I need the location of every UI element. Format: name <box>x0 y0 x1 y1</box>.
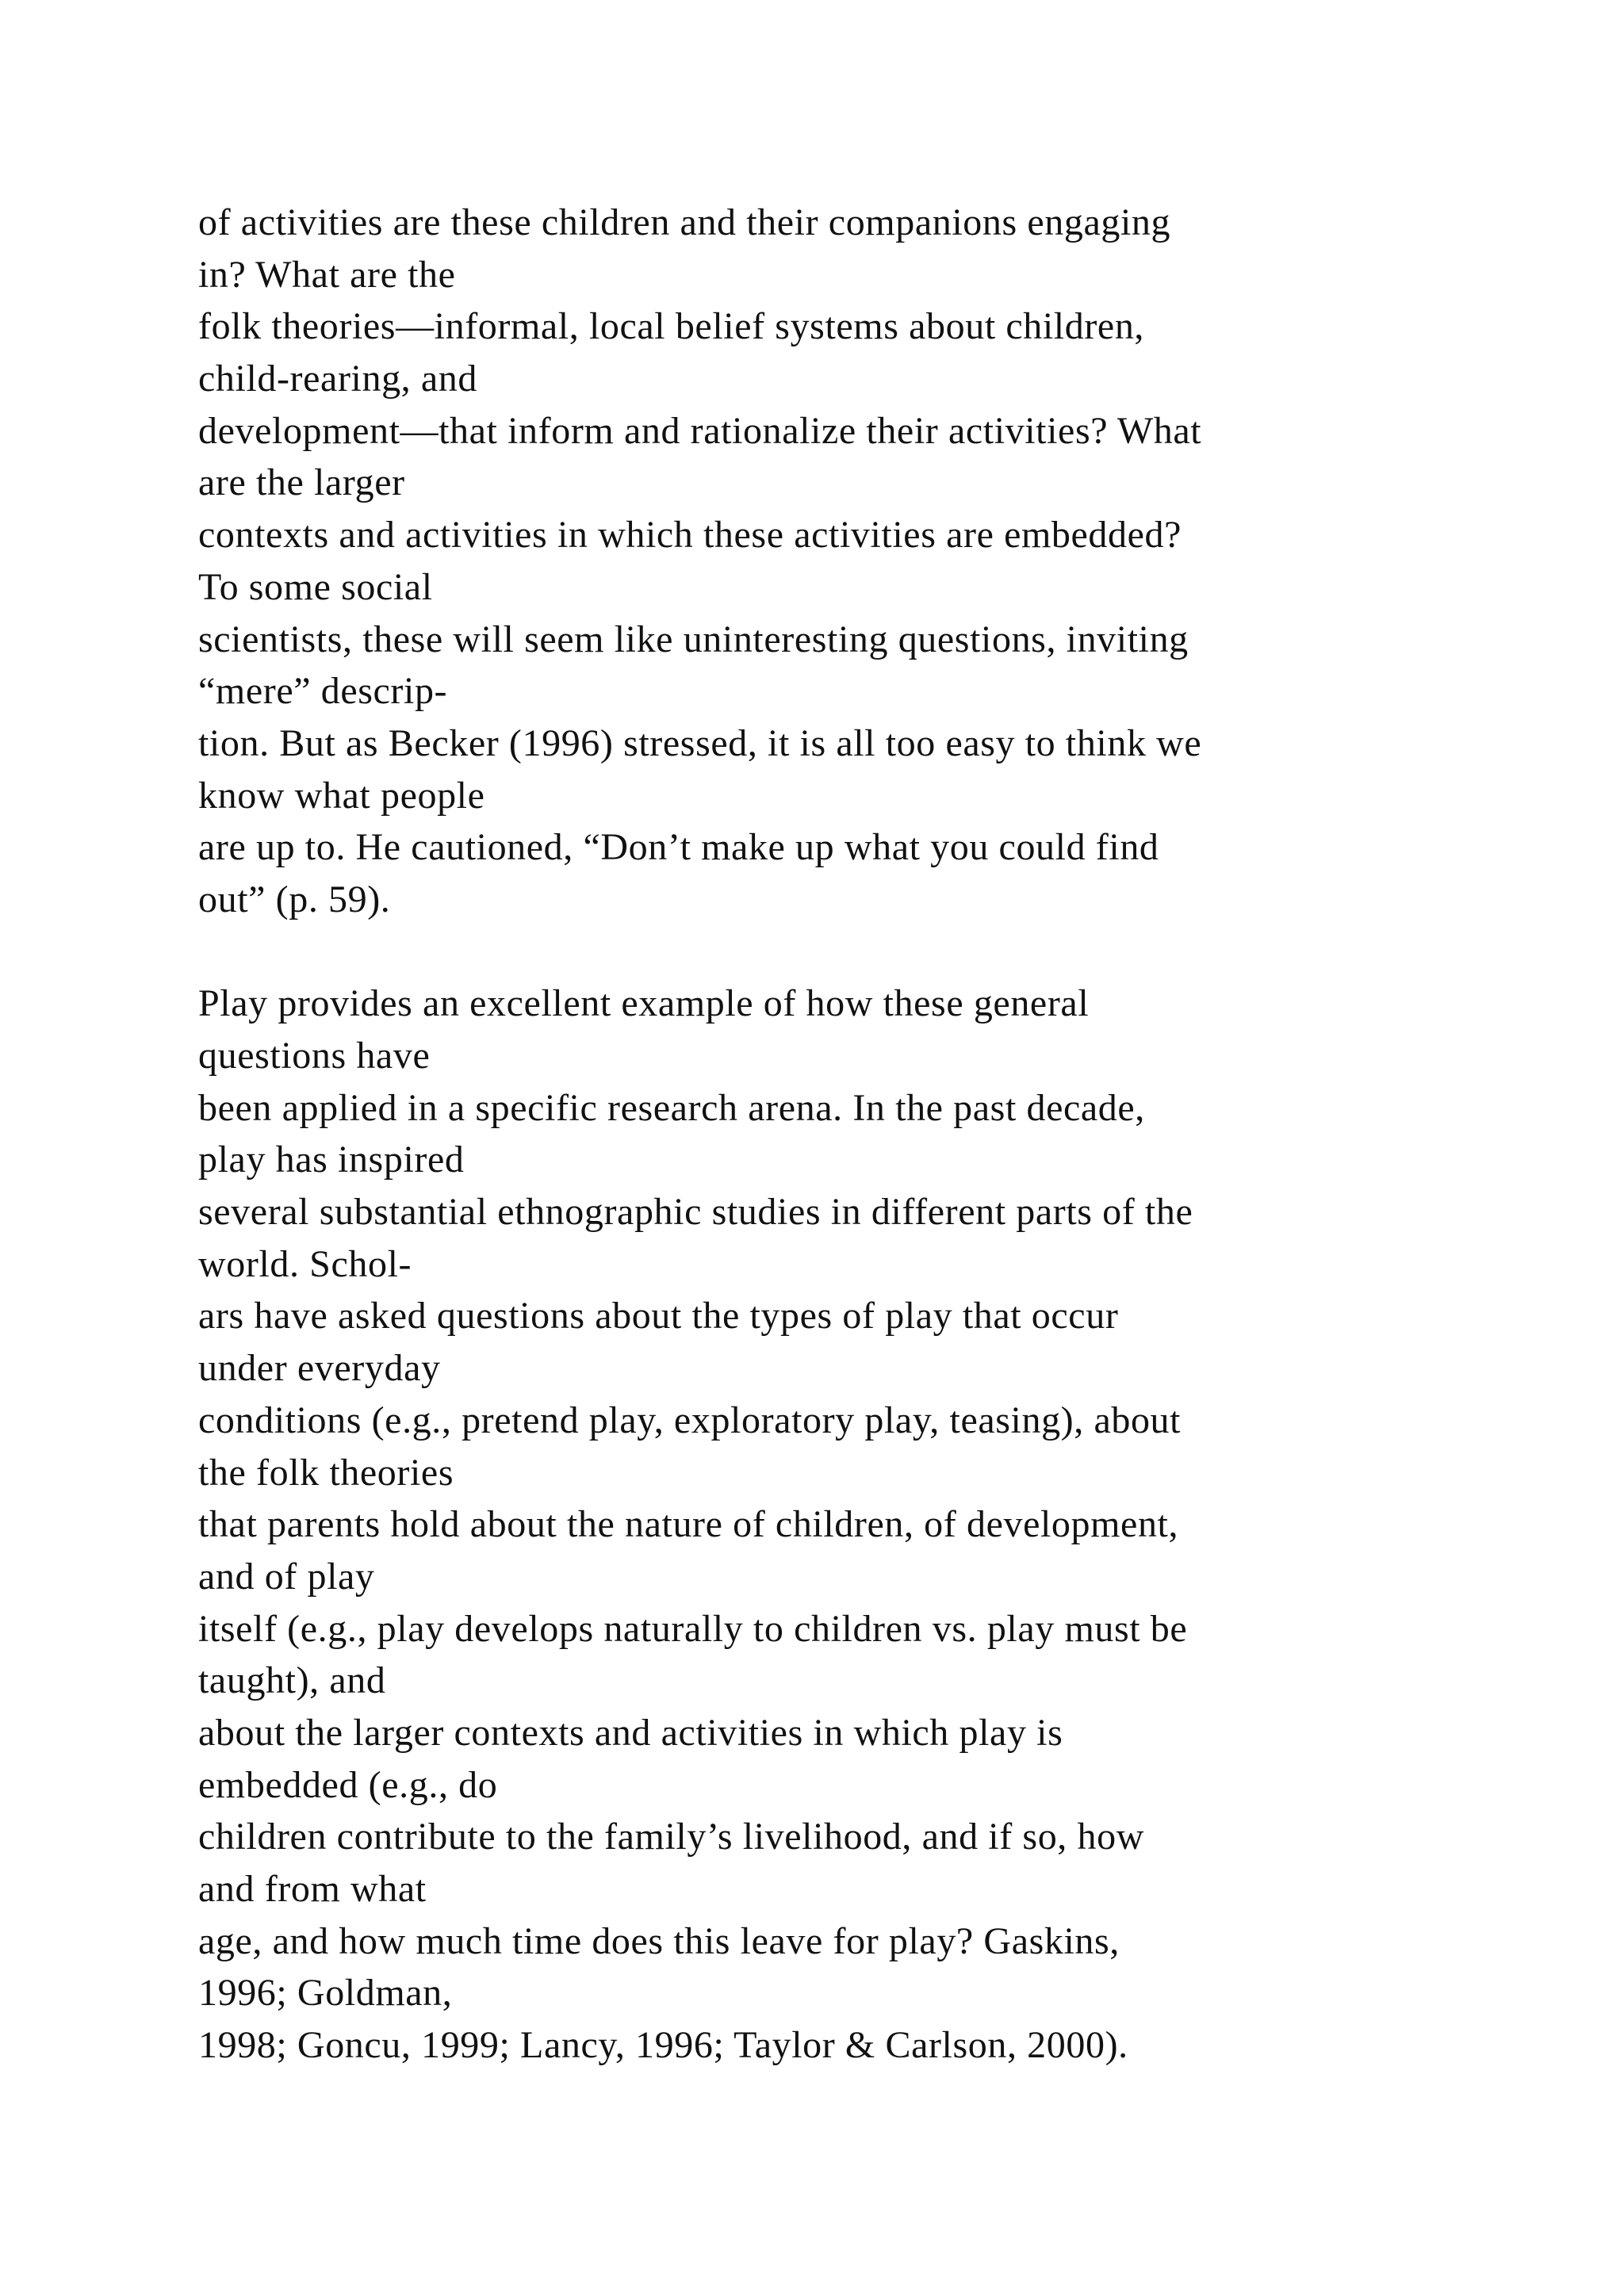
text-line: ars have asked questions about the types of play that occur <box>198 1295 1119 1337</box>
text-line: world. Schol- <box>198 1242 412 1285</box>
text-line: under everyday <box>198 1347 441 1390</box>
text-line: are the larger <box>198 461 405 504</box>
paragraph-break <box>198 926 1546 978</box>
text-line: children contribute to the family’s livelihood, and if so, how <box>198 1816 1144 1858</box>
text-line: folk theories—informal, local belief systems about children, <box>198 305 1145 348</box>
text-line: and of play <box>198 1555 375 1598</box>
text-line: play has inspired <box>198 1138 465 1181</box>
paragraph-1 <box>198 197 1546 926</box>
text-line: child-rearing, and <box>198 358 477 400</box>
text-line: know what people <box>198 774 485 817</box>
text-line: development—that inform and rationalize their activities? What <box>198 409 1202 452</box>
paragraph-2 <box>198 978 1546 2071</box>
text-line: “mere” descrip- <box>198 670 448 713</box>
text-line: are up to. He cautioned, “Don’t make up what you could find <box>198 826 1159 869</box>
text-line: that parents hold about the nature of children, of development, <box>198 1503 1179 1546</box>
text-line: tion. But as Becker (1996) stressed, it is all too easy to think we <box>198 721 1202 764</box>
text-line: been applied in a specific research arena. In the past decade, <box>198 1086 1145 1129</box>
text-line: several substantial ethnographic studies in different parts of the <box>198 1191 1193 1234</box>
body-text <box>198 197 1546 2072</box>
text-line: 1998; Goncu, 1999; Lancy, 1996; Taylor & Carlson, 2000). <box>198 2024 1128 2067</box>
text-line: and from what <box>198 1868 427 1910</box>
text-line: the folk theories <box>198 1451 454 1494</box>
text-line: out” (p. 59). <box>198 878 391 920</box>
text-line: taught), and <box>198 1659 386 1702</box>
text-line: contexts and activities in which these activities are embedded? <box>198 514 1182 557</box>
text-line: To some social <box>198 565 433 608</box>
text-line: embedded (e.g., do <box>198 1763 498 1806</box>
text-line: age, and how much time does this leave for play? Gaskins, <box>198 1919 1120 1962</box>
text-line: conditions (e.g., pretend play, exploratory play, teasing), about <box>198 1399 1182 1441</box>
text-line: of activities are these children and their companions engaging <box>198 201 1171 243</box>
text-line: about the larger contexts and activities in which play is <box>198 1711 1063 1754</box>
text-line: Play provides an excellent example of how these general <box>198 982 1090 1025</box>
text-line: scientists, these will seem like uninteresting questions, inviting <box>198 618 1189 660</box>
text-line: itself (e.g., play develops naturally to children vs. play must be <box>198 1607 1188 1650</box>
text-line: questions have <box>198 1035 431 1077</box>
text-line: 1996; Goldman, <box>198 1972 453 2015</box>
text-line: in? What are the <box>198 253 456 296</box>
